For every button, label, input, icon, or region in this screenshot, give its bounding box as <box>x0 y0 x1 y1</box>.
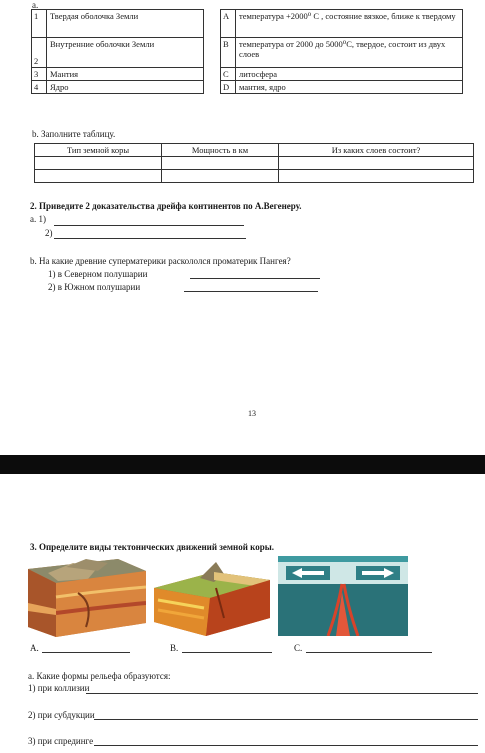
table-cell[interactable] <box>279 170 474 183</box>
answer-line[interactable] <box>190 278 320 279</box>
page-separator <box>0 455 485 474</box>
question-2-title: 2. Приведите 2 доказательства дрейфа континентов по А.Вегенеру. <box>30 201 302 211</box>
sub-question-a: a. Какие формы рельефа образуются: <box>28 671 171 681</box>
question-3-title: 3. Определите виды тектонических движений земной коры. <box>30 542 274 552</box>
q2-b-label: b. На какие древние суперматерики раскололся проматерик Пангея? <box>30 256 291 266</box>
label-C: C. <box>294 643 303 653</box>
match-left: Внутренние оболочки Земли <box>47 38 204 68</box>
answer-line-C[interactable] <box>306 652 432 653</box>
answer-line-A[interactable] <box>42 652 130 653</box>
match-num: 4 <box>32 81 47 94</box>
match-letter: C <box>221 68 236 81</box>
spreading-diagram <box>278 556 408 636</box>
answer-line-B[interactable] <box>182 652 272 653</box>
matching-table <box>31 9 463 94</box>
match-num: 2 <box>32 38 47 68</box>
table-cell[interactable] <box>35 157 162 170</box>
table-header: Тип земной коры <box>35 144 162 157</box>
match-left: Твердая оболочка Земли <box>47 10 204 38</box>
table-cell[interactable] <box>35 170 162 183</box>
label-A: A. <box>30 643 39 653</box>
label-B: B. <box>170 643 179 653</box>
answer-line[interactable] <box>94 745 478 746</box>
worksheet-page-2 <box>0 474 485 753</box>
answer-line[interactable] <box>94 719 478 720</box>
answer-line[interactable] <box>184 291 318 292</box>
q2-a2-label: 2) <box>45 228 53 238</box>
item-subduction: 2) при субдукции <box>28 710 95 720</box>
task-b-label: b. Заполните таблицу. <box>32 129 116 139</box>
table-cell[interactable] <box>279 157 474 170</box>
subduction-diagram <box>154 558 270 636</box>
match-left: Ядро <box>47 81 204 94</box>
task-a-label: a. <box>32 0 39 10</box>
table-header: Мощность в км <box>162 144 279 157</box>
table-cell[interactable] <box>162 170 279 183</box>
crust-types-table <box>34 143 474 183</box>
answer-line[interactable] <box>54 238 246 239</box>
match-right: температура +2000⁰ С , состояние вязкое, ближе к твердому <box>236 10 463 38</box>
match-letter: D <box>221 81 236 94</box>
match-left: Мантия <box>47 68 204 81</box>
answer-line[interactable] <box>86 693 478 694</box>
answer-line[interactable] <box>54 225 244 226</box>
collision-diagram <box>28 557 146 639</box>
match-letter: B <box>221 38 236 68</box>
item-collision: 1) при коллизии <box>28 683 90 693</box>
q2-b2-label: 2) в Южном полушарии <box>48 282 141 292</box>
match-right: температура от 2000 до 5000⁰С, твердое, состоит из двух слоев <box>236 38 463 68</box>
page-number: 13 <box>248 409 256 418</box>
match-right: мантия, ядро <box>236 81 463 94</box>
q2-b1-label: 1) в Северном полушарии <box>48 269 148 279</box>
table-header: Из каких слоев состоит? <box>279 144 474 157</box>
table-cell[interactable] <box>162 157 279 170</box>
item-spreading: 3) при спрединге <box>28 736 94 746</box>
match-num: 1 <box>32 10 47 38</box>
match-num: 3 <box>32 68 47 81</box>
q2-a-label: a. 1) <box>30 214 46 224</box>
match-right: литосфера <box>236 68 463 81</box>
match-letter: A <box>221 10 236 38</box>
